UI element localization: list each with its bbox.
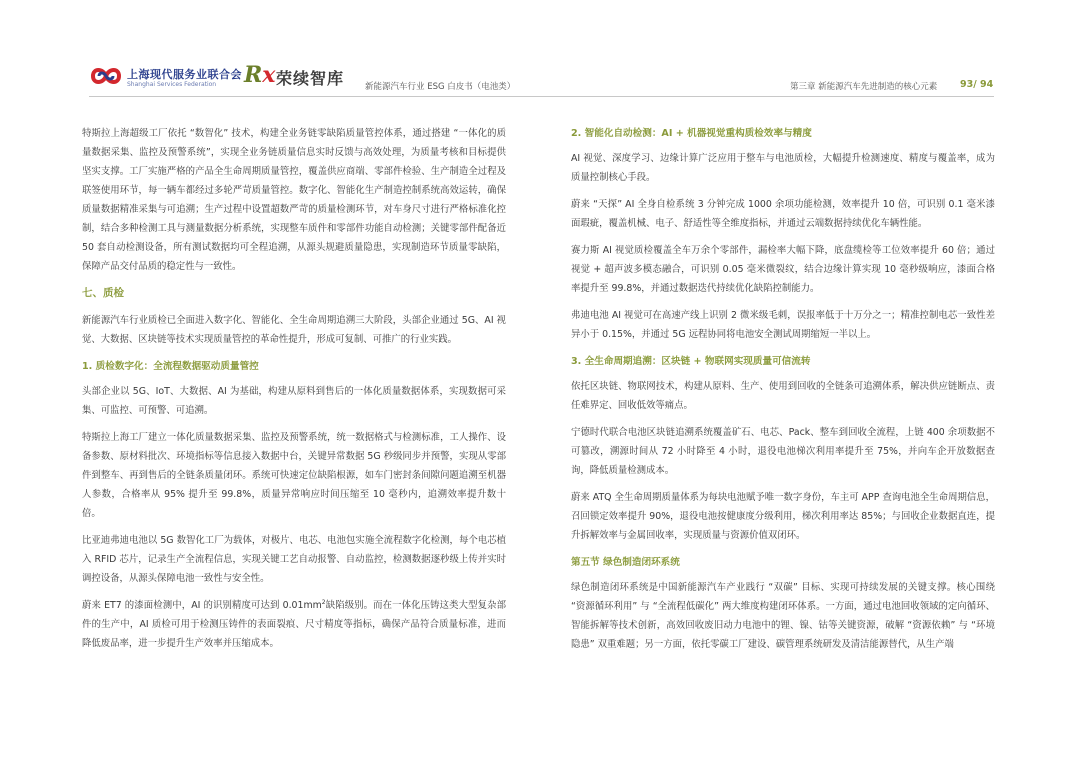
paragraph [82, 596, 506, 653]
subsection-heading: 3. 全生命周期追溯：区块链 + 物联网实现质量可信流转 [571, 356, 811, 367]
left-column [82, 124, 506, 661]
paragraph: 蔚来 “天探” AI 全身自检系统 3 分钟完成 1000 余项功能检测，效率提升 10 倍，可识别 0.1 毫米漆面瑕疵，覆盖机械、电子、舒适性等全维度指标，并通过云端数据持续优化车辆性能。 [571, 199, 995, 229]
header-divider [89, 96, 994, 97]
paragraph: 弗迪电池 AI 视觉可在高速产线上识别 2 微米级毛刺，误报率低于十万分之一；精准控制电芯一致性差异小于 0.15%，并通过 5G 远程协同将电池安全测试周期缩短一半以上。 [571, 310, 995, 340]
paragraph: 头部企业以 5G、IoT、大数据、AI 为基础，构建从原料到售后的一体化质量数据体系，实现数据可采集、可监控、可预警、可追溯。 [82, 386, 506, 416]
ssf-logo-icon [89, 64, 123, 88]
superscript: 2 [321, 598, 326, 606]
rx-mark: Rx [244, 62, 276, 88]
paragraph: 绿色制造闭环系统是中国新能源汽车产业践行 “双碳” 目标、实现可持续发展的关键支撑。核心围绕 “资源循环利用” 与 “全流程低碳化” 两大维度构建闭环体系。一方面，通过电池回收领域的定向循环、智能拆解等技术创新，高效回收废旧动力电池中的锂、镍、钴等关键资源，破解 “资源依赖” 与 “环境隐患” 双重难题；另一方面，依托零碳工厂建设、碳管理系统研发及清洁能源替代，从生产端 [571, 582, 995, 650]
paragraph: 赛力斯 AI 视觉质检覆盖全车万余个零部件，漏检率大幅下降，底盘缆检等工位效率提升 60 倍；通过视觉 + 超声波多模态融合，可识别 0.05 毫米微裂纹，结合边缘计算实现 10 毫秒级响应，漆面合格率提升至 99.8%，并通过数据迭代持续优化缺陷控制能力。 [571, 245, 995, 294]
paragraph: 特斯拉上海超级工厂依托 “数智化” 技术，构建全业务链零缺陷质量管控体系，通过搭建 “一体化的质量数据采集、监控及预警系统”，实现全业务链质量信息实时反馈与高效处理，为质量考核和目标提供坚实支撑。工厂实施严格的产品全生命周期质量管控，覆盖供应商端、零部件检验、生产制造全过程及联签使用环节，每一辆车都经过多轮严苛质量管控。数字化、智能化生产制造控制系统高效运转，确保质量数据精准采集与可追溯；生产过程中设置超数严苛的质量检测环节，对车身尺寸进行严格标准化控制，结合多种检测工具与测量数据分析系统，实现整车质件和零部件功能自动检测；关键零部件配备近 50 套自动检测设备，所有测试数据均可全程追溯，从源头规避质量隐患，实现制造环节质量零缺陷，保障产品交付品质的稳定性与一致性。 [82, 128, 506, 272]
chapter-title: 第三章 新能源汽车先进制造的核心元素 [790, 82, 938, 92]
paragraph: 蔚来 ATQ 全生命周期质量体系为每块电池赋予唯一数字身份，车主可 APP 查询电池全生命周期信息，召回锁定效率提升 90%，退役电池按健康度分级利用，梯次利用率达 85%；与回收企业数据直连，提升拆解效率与金属回收率，实现质量与资源价值双闭环。 [571, 492, 995, 541]
subsection-heading: 2. 智能化自动检测：AI + 机器视觉重构质检效率与精度 [571, 128, 812, 139]
paragraph: 依托区块链、物联网技术，构建从原料、生产、使用到回收的全链条可追溯体系，解决供应链断点、责任难界定、回收低效等痛点。 [571, 381, 995, 411]
section-heading: 七、质检 [82, 287, 124, 299]
paragraph: AI 视觉、深度学习、边缘计算广泛应用于整车与电池质检，大幅提升检测速度、精度与覆盖率，成为质量控制核心手段。 [571, 153, 995, 183]
page-header [0, 0, 1080, 112]
page-number: 93/ 94 [960, 79, 994, 90]
paragraph: 新能源汽车行业质检已全面进入数字化、智能化、全生命周期追溯三大阶段，头部企业通过 5G、AI 视觉、大数据、区块链等技术实现质量管控的革命性提升，形成可复制、可推广的行业实践。 [82, 315, 506, 345]
paragraph: 比亚迪弗迪电池以 5G 数智化工厂为载体，对极片、电芯、电池包实施全流程数字化检测，每个电芯植入 RFID 芯片，记录生产全流程信息，实现关键工艺自动报警、自动监控，检测数据逐秒级上传并实时调控设备，从源头保障电池一致性与安全性。 [82, 535, 506, 584]
section-heading: 第五节 绿色制造闭环系统 [571, 557, 680, 568]
rx-logo [244, 62, 354, 92]
rx-mark-x: x [262, 62, 276, 88]
right-column [571, 124, 995, 662]
subsection-heading: 1. 质检数字化：全流程数据驱动质量管控 [82, 361, 259, 372]
org-name-en: Shanghai Services Federation [127, 81, 217, 88]
paragraph: 特斯拉上海工厂建立一体化质量数据采集、监控及预警系统，统一数据格式与检测标准，工人操作、设备参数、原材料批次、环境指标等信息接入数据中台，关键异常数据 5G 秒级同步并预警，实现从零部件到整车、再到售后的全链条质量闭环。系统可快速定位缺陷根源，如车门密封条间隙问题追溯至机器人参数，合格率从 95% 提升至 99.8%，质量异常响应时间压缩至 10 毫秒内，追溯效率提升数十倍。 [82, 432, 506, 519]
paragraph-text: 缺陷级别。而在一体化压铸这类大型复杂部件的生产中，AI 质检可用于检测压铸件的表面裂痕、尺寸精度等指标，确保产品符合质量标准，进而降低废品率，进一步提升生产效率并压缩成本。 [82, 600, 506, 649]
org-name-cn: 上海现代服务业联合会 [127, 68, 242, 81]
paragraph: 宁德时代联合电池区块链追溯系统覆盖矿石、电芯、Pack、整车到回收全流程，上链 400 余项数据不可篡改，溯源时间从 72 小时降至 4 小时，退役电池梯次利用率提升至 75%，并向车企开放数据查询，降低质量检测成本。 [571, 427, 995, 476]
paragraph-text: 蔚来 ET7 的漆面检测中，AI 的识别精度可达到 0.01mm [82, 600, 322, 611]
ssf-logo [89, 64, 242, 92]
brand-name: 荣续智库 [276, 69, 345, 88]
doc-subtitle: 新能源汽车行业 ESG 白皮书（电池类） [365, 82, 516, 92]
